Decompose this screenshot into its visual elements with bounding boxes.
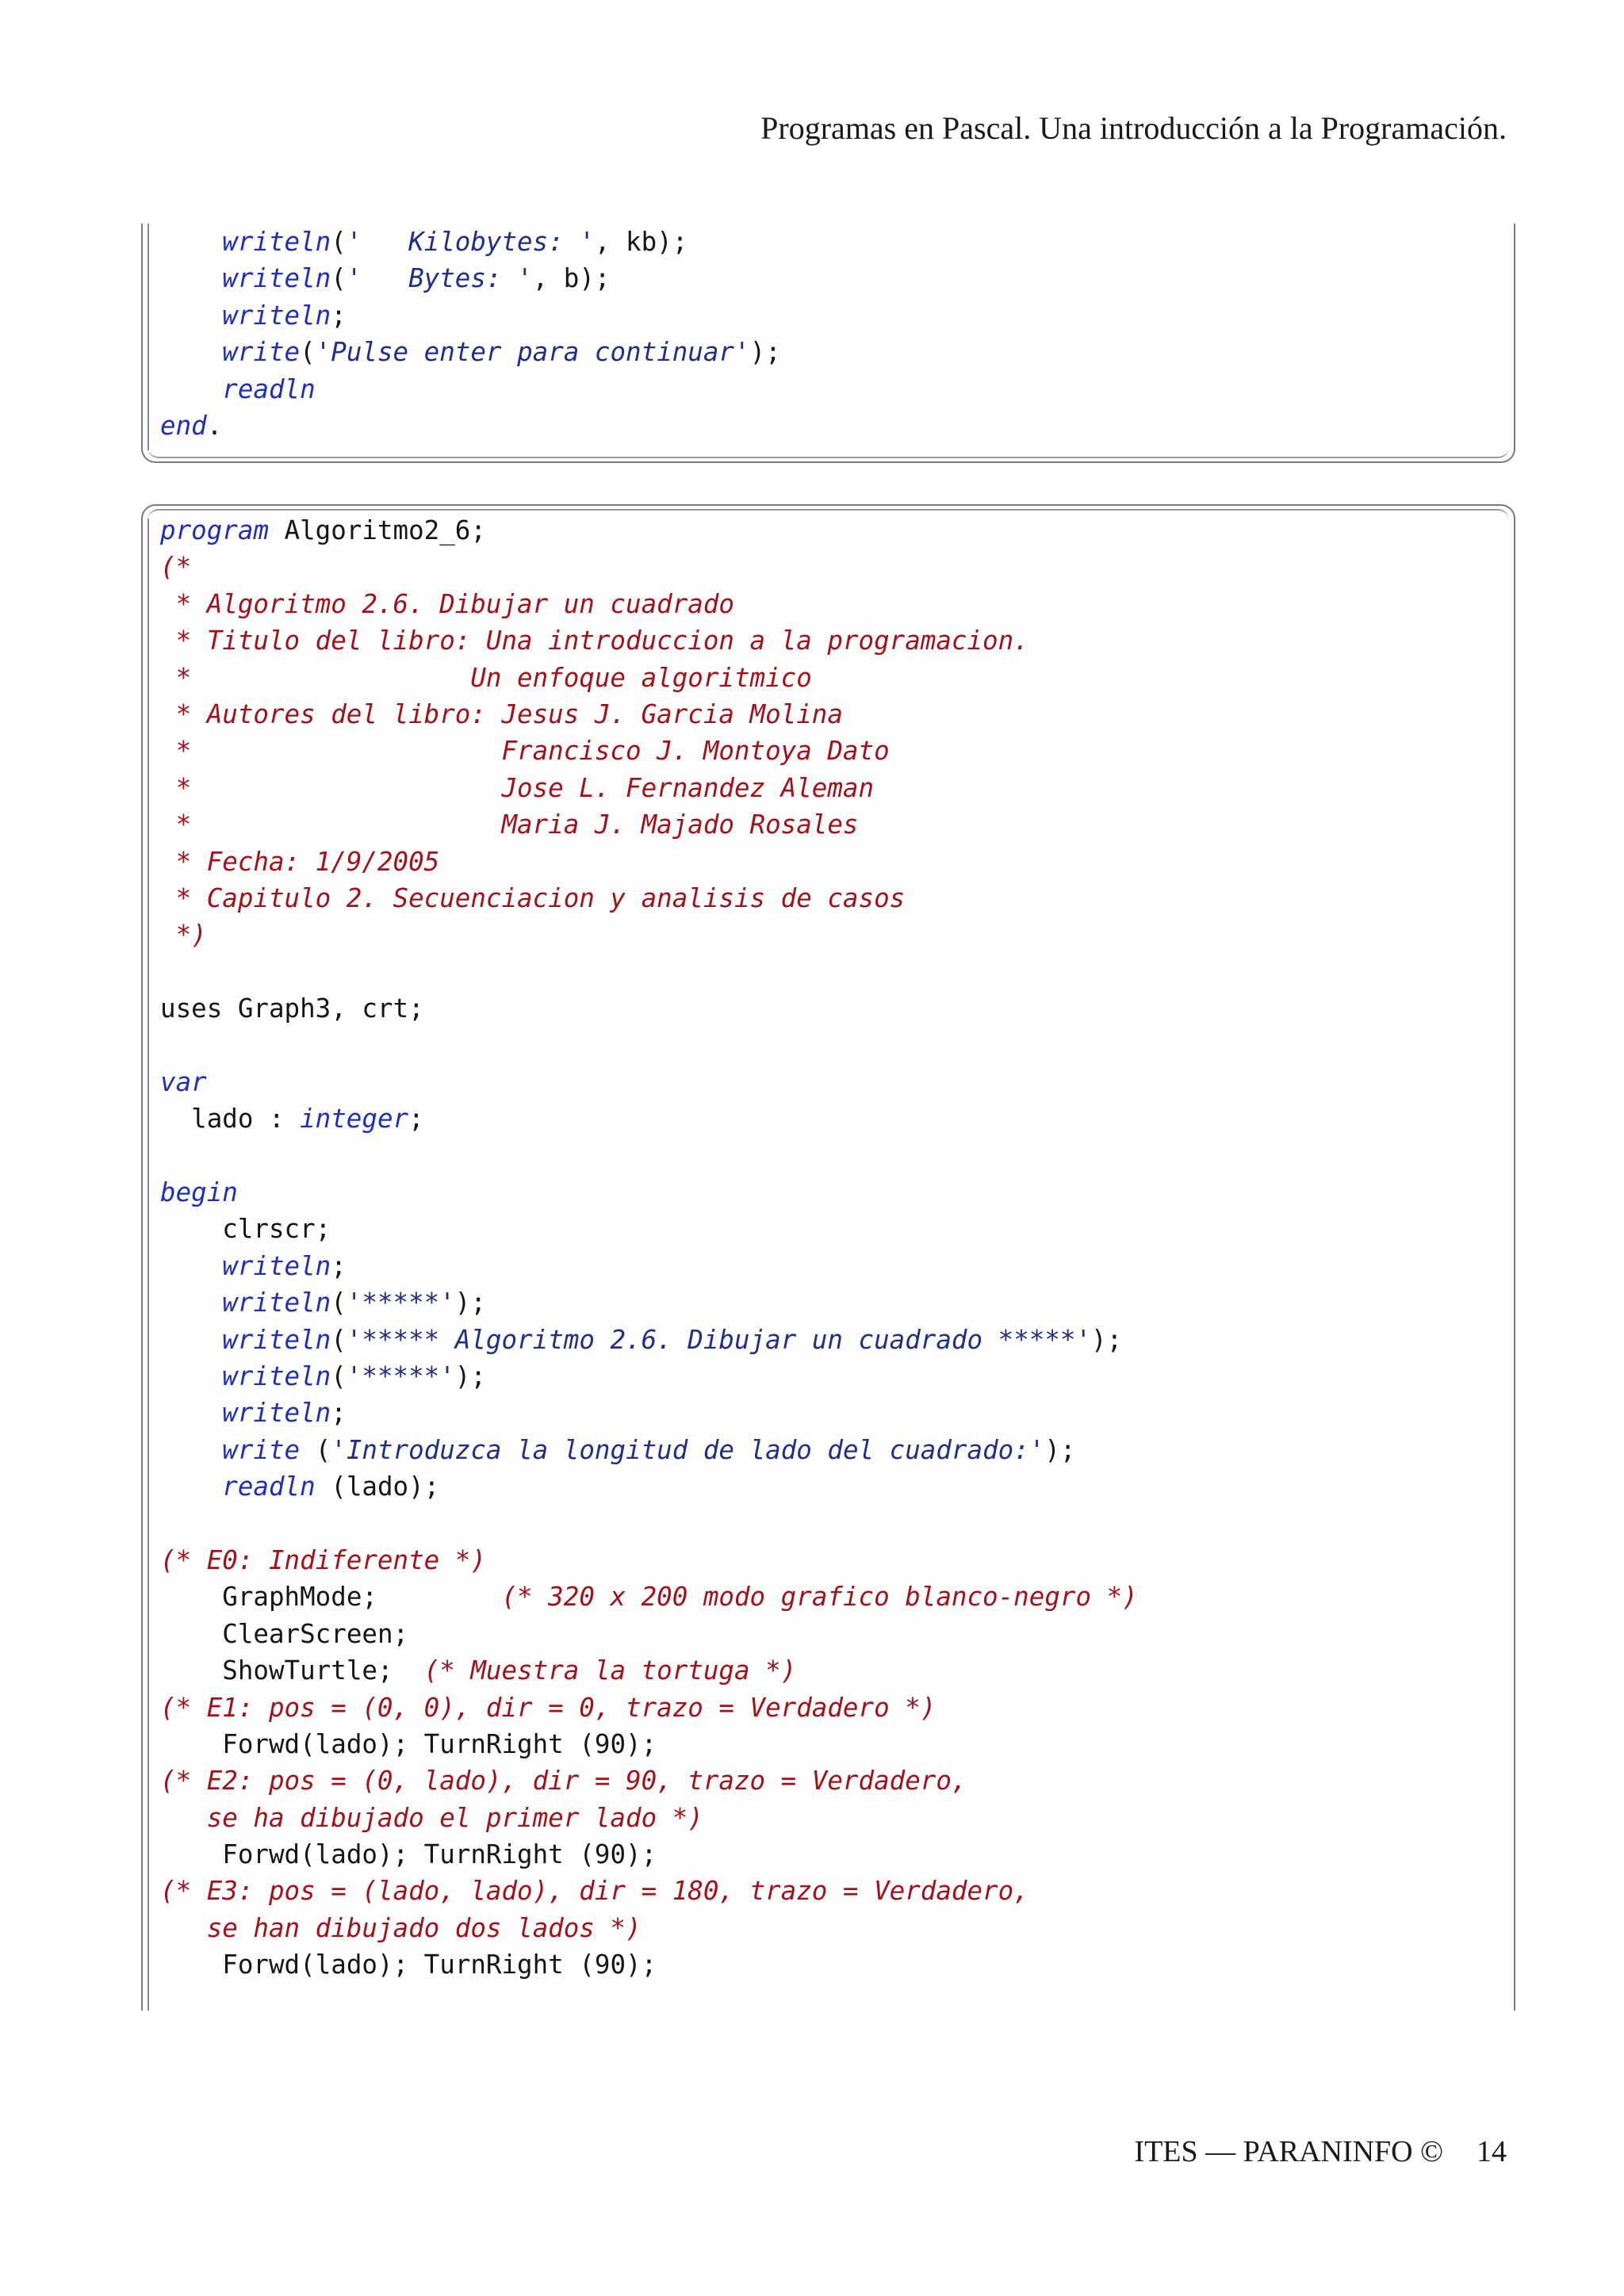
page-header xyxy=(760,109,1507,147)
code-line xyxy=(160,880,1138,916)
code-box-continued xyxy=(141,224,1515,463)
code-token-comment: * Titulo del libro: Una introduccion a la programacion. xyxy=(160,626,1029,656)
code-token-code: . xyxy=(206,410,223,441)
code-token-comment: * Capitulo 2. Secuenciacion y analisis de casos xyxy=(160,882,906,913)
code-line xyxy=(160,1432,1138,1468)
code-line xyxy=(160,1358,1138,1395)
code-token-keyword: var xyxy=(160,1066,207,1097)
code-token-code: ClearScreen; xyxy=(222,1618,409,1649)
code-token-code: ( xyxy=(331,1324,347,1355)
code-indent xyxy=(160,1398,222,1428)
code-token-code: ); xyxy=(454,1360,486,1391)
code-token-keyword: readln xyxy=(222,373,316,404)
code-line xyxy=(160,990,1138,1027)
code-indent xyxy=(160,263,222,293)
code-token-keyword: readln xyxy=(222,1471,316,1502)
code-token-comment: (* E3: pos = (lado, lado), dir = 180, trazo = Verdadero, xyxy=(160,1876,1029,1907)
code-indent xyxy=(160,1325,222,1355)
code-token-string: ' Bytes: ' xyxy=(346,263,533,294)
code-token-string: 'Introduzca la longitud de lado del cuadrado:' xyxy=(331,1434,1045,1465)
code-token-code: uses Graph3, crt; xyxy=(160,993,424,1024)
code-token-code: ; xyxy=(331,300,347,331)
code-box-left-rule xyxy=(147,224,149,450)
code-token-keyword: writeln xyxy=(222,300,331,331)
code-token-keyword: writeln xyxy=(222,1398,331,1429)
header-title: Programas en Pascal. Una introducción a la Programación. xyxy=(760,110,1507,146)
code-line xyxy=(160,1395,1138,1431)
code-token-code: ; xyxy=(331,1250,347,1281)
code-token-keyword: write xyxy=(222,337,301,368)
code-token-comment: * Fecha: 1/9/2005 xyxy=(160,846,440,877)
code-line xyxy=(160,1542,1138,1578)
code-line xyxy=(160,1506,1138,1542)
code-line xyxy=(160,770,1138,806)
code-line xyxy=(160,586,1138,622)
code-line xyxy=(160,1652,1138,1689)
code-token-code: ShowTurtle; xyxy=(222,1655,424,1686)
code-token-code: ( xyxy=(300,337,316,368)
code-token-code: Forwd(lado); TurnRight (90); xyxy=(222,1839,657,1870)
code-line xyxy=(160,1910,1138,1946)
code-token-code: ; xyxy=(331,1398,347,1429)
page-number: 14 xyxy=(1477,2135,1507,2168)
code-token-keyword: integer xyxy=(300,1104,409,1135)
code-line xyxy=(160,371,781,408)
code-line xyxy=(160,1100,1138,1137)
code-token-keyword: writeln xyxy=(222,263,331,294)
code-line xyxy=(160,1027,1138,1063)
code-line xyxy=(160,549,1138,585)
code-indent xyxy=(160,300,222,331)
code-line xyxy=(160,1873,1138,1909)
code-token-keyword: writeln xyxy=(222,227,331,257)
code-token-comment: * Francisco J. Montoya Dato xyxy=(160,736,890,767)
code-token-keyword: write xyxy=(222,1434,301,1465)
code-token-comment: * Maria J. Majado Rosales xyxy=(160,809,859,840)
code-line xyxy=(160,954,1138,990)
code-indent xyxy=(160,1435,222,1465)
code-token-comment: * Jose L. Fernandez Aleman xyxy=(160,772,875,803)
code-line xyxy=(160,1836,1138,1873)
code-line xyxy=(160,1578,1138,1615)
code-token-code: ( xyxy=(331,1360,347,1391)
code-token-string: 'Pulse enter para continuar' xyxy=(315,337,750,368)
code-token-code: ); xyxy=(454,1288,486,1318)
code-box-left-rule xyxy=(147,519,149,2011)
code-indent xyxy=(160,1655,222,1686)
code-token-comment: (* E1: pos = (0, 0), dir = 0, trazo = Verdadero *) xyxy=(160,1692,936,1723)
code-line xyxy=(160,297,781,334)
code-line xyxy=(160,512,1138,549)
code-token-code: ); xyxy=(1044,1434,1076,1465)
code-line xyxy=(160,260,781,297)
code-token-keyword: begin xyxy=(160,1177,238,1208)
code-line xyxy=(160,408,781,444)
code-line xyxy=(160,1946,1138,1983)
code-line xyxy=(160,1138,1138,1174)
code-line xyxy=(160,224,781,260)
code-token-string: ' Kilobytes: ' xyxy=(346,227,595,257)
code-line xyxy=(160,1174,1138,1211)
code-line xyxy=(160,844,1138,880)
code-indent xyxy=(160,1582,222,1612)
code-line xyxy=(160,1211,1138,1247)
code-token-comment: * Autores del libro: Jesus J. Garcia Molina xyxy=(160,698,843,729)
code-token-code: ( xyxy=(331,227,347,257)
code-token-keyword: end xyxy=(160,410,207,441)
code-token-code: lado : xyxy=(191,1104,301,1135)
code-line xyxy=(160,1689,1138,1726)
code-indent xyxy=(160,374,222,404)
code-indent xyxy=(160,1913,207,1943)
code-box-algoritmo2-6 xyxy=(141,504,1515,2011)
code-indent xyxy=(160,1251,222,1281)
code-token-code: ); xyxy=(749,337,781,368)
code-indent xyxy=(160,1214,222,1244)
code-line xyxy=(160,1726,1138,1762)
code-token-comment: se han dibujado dos lados *) xyxy=(206,1912,642,1943)
code-token-comment: (* xyxy=(160,552,192,583)
code-token-keyword: program xyxy=(160,515,269,545)
code-line xyxy=(160,1064,1138,1100)
code-token-code: ( xyxy=(331,1288,347,1318)
code-token-keyword: writeln xyxy=(222,1288,331,1318)
code-indent xyxy=(160,1104,191,1134)
code-token-code: , b); xyxy=(532,263,611,294)
code-line xyxy=(160,1800,1138,1836)
code-token-comment: (* Muestra la tortuga *) xyxy=(423,1655,797,1686)
code-line xyxy=(160,1322,1138,1358)
code-token-string: '***** Algoritmo 2.6. Dibujar un cuadrado *****' xyxy=(346,1324,1092,1355)
code-indent xyxy=(160,337,222,367)
code-token-comment: * Un enfoque algoritmico xyxy=(160,662,812,693)
code-line xyxy=(160,1762,1138,1799)
code-token-comment: * Algoritmo 2.6. Dibujar un cuadrado xyxy=(160,588,734,619)
code-token-code: ); xyxy=(1091,1324,1123,1355)
code-indent xyxy=(160,1729,222,1759)
code-token-keyword: writeln xyxy=(222,1360,331,1391)
code-token-comment: *) xyxy=(160,920,207,951)
code-token-keyword: writeln xyxy=(222,1250,331,1281)
code-line xyxy=(160,1616,1138,1652)
code-line xyxy=(160,916,1138,953)
code-indent xyxy=(160,1803,207,1833)
code-line xyxy=(160,660,1138,696)
code-line xyxy=(160,622,1138,659)
code-token-comment: (* E2: pos = (0, lado), dir = 90, trazo = Verdadero, xyxy=(160,1766,967,1797)
code-indent xyxy=(160,1471,222,1502)
code-token-string: '*****' xyxy=(346,1288,455,1318)
code-token-code: ( xyxy=(331,263,347,294)
code-line xyxy=(160,1468,1138,1505)
code-line xyxy=(160,696,1138,733)
code-token-comment: se ha dibujado el primer lado *) xyxy=(206,1802,703,1833)
code-indent xyxy=(160,1839,222,1869)
code-token-code: clrscr; xyxy=(222,1214,331,1245)
code-line xyxy=(160,806,1138,843)
code-indent xyxy=(160,1288,222,1318)
page-footer xyxy=(1134,2134,1507,2169)
code-indent xyxy=(160,1619,222,1649)
code-indent xyxy=(160,1361,222,1391)
code-line xyxy=(160,1248,1138,1284)
code-token-code: ; xyxy=(408,1104,424,1135)
code-listing-algoritmo2-6 xyxy=(160,512,1138,1984)
code-token-comment: (* 320 x 200 modo grafico blanco-negro *) xyxy=(501,1582,1138,1613)
code-token-string: '*****' xyxy=(346,1360,455,1391)
code-line xyxy=(160,334,781,370)
code-line xyxy=(160,1284,1138,1321)
code-token-code: Algoritmo2_6; xyxy=(268,515,486,545)
code-token-code: (lado); xyxy=(315,1471,440,1502)
code-line xyxy=(160,733,1138,769)
footer-publisher: ITES — PARANINFO © xyxy=(1134,2135,1443,2168)
code-token-code: Forwd(lado); TurnRight (90); xyxy=(222,1950,657,1980)
code-token-comment: (* E0: Indiferente *) xyxy=(160,1544,486,1575)
code-token-keyword: writeln xyxy=(222,1324,331,1355)
code-token-code: , kb); xyxy=(594,227,688,257)
code-indent xyxy=(160,1950,222,1980)
code-indent xyxy=(160,227,222,257)
code-token-code: Forwd(lado); TurnRight (90); xyxy=(222,1728,657,1759)
code-listing-end xyxy=(160,224,781,444)
code-token-code: ( xyxy=(300,1434,331,1465)
code-token-code: GraphMode; xyxy=(222,1582,502,1613)
